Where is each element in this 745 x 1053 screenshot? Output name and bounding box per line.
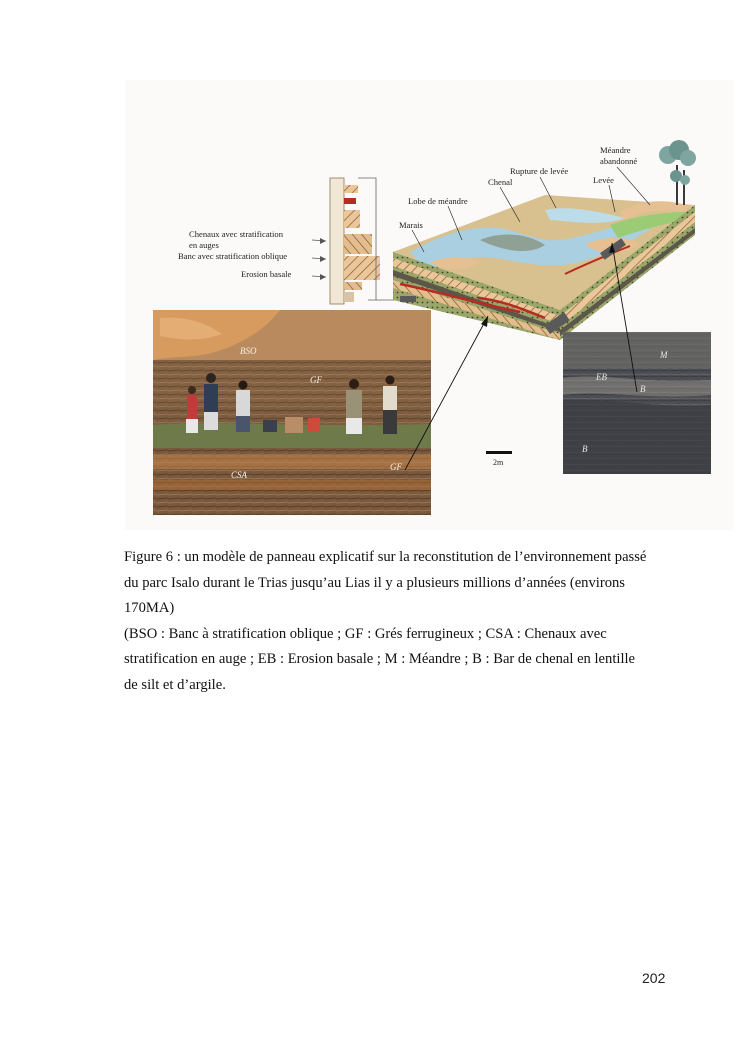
label-chenaux-line1: Chenaux avec stratification (189, 229, 284, 239)
label-rupture-de-levee: Rupture de levée (510, 166, 569, 176)
label-chenaux-line2: en auges (189, 240, 219, 250)
caption-line: 170MA) (124, 600, 175, 617)
caption-line: Figure 6 : un modèle de panneau explicatif sur la reconstitution de l’environnement passé (124, 549, 647, 565)
scale-label: 2m (493, 458, 504, 467)
label-csa: CSA (231, 470, 248, 480)
label-meandre-line2: abandonné (600, 156, 638, 166)
label-bso: BSO (240, 346, 257, 356)
label-levee: Levée (593, 175, 614, 185)
label-meandre-line1: Méandre (600, 145, 631, 155)
label-lobe-de-meandre: Lobe de méandre (408, 196, 468, 206)
field-photo (153, 310, 431, 515)
label-banc-oblique: Banc avec stratification oblique (178, 251, 288, 261)
caption-line: (BSO : Banc à stratification oblique ; GF : Grés ferrugineux ; CSA : Chenaux avec (124, 625, 607, 642)
caption-line: de silt et d’argile. (124, 676, 226, 693)
label-erosion-basale: Erosion basale (241, 269, 292, 279)
page-number: 202 (642, 970, 666, 986)
label-eb: EB (596, 372, 607, 382)
label-gf-lower: GF (390, 462, 402, 472)
label-b-upper: B (640, 384, 646, 394)
label-chenal: Chenal (488, 177, 513, 187)
caption-line: du parc Isalo durant le Trias jusqu’au Lias il y a plusieurs millions d’années (environs (124, 574, 625, 591)
scale-bar (486, 451, 512, 454)
label-marais: Marais (399, 220, 423, 230)
label-gf-upper: GF (310, 375, 322, 385)
figure-caption (124, 545, 684, 699)
caption-line: stratification en auge ; EB : Erosion basale ; M : Méandre ; B : Bar de chenal en lentille (124, 651, 636, 668)
label-b-lower: B (582, 444, 588, 454)
label-m: M (660, 350, 668, 360)
